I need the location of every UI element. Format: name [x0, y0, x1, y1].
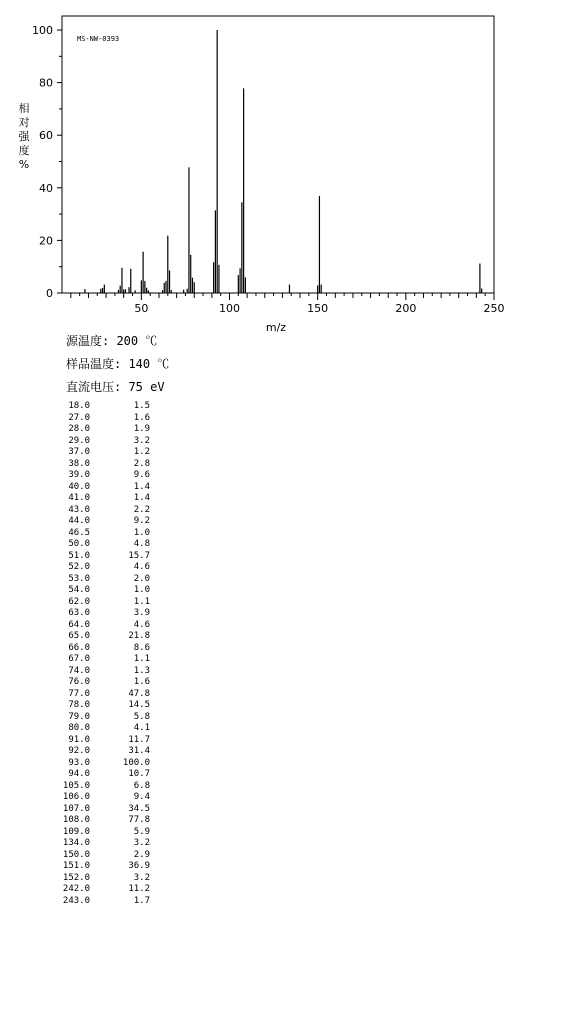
peak-abundance: 5.9	[133, 826, 150, 837]
peak-list-table	[52, 401, 150, 907]
peak-row	[52, 447, 150, 459]
y-tick-label: 100	[32, 24, 53, 37]
peak-abundance: 2.0	[133, 573, 150, 584]
peak-row	[52, 873, 150, 885]
peak-row	[52, 735, 150, 747]
peak-abundance: 21.8	[128, 631, 150, 641]
peak-mz: 108.0	[62, 815, 90, 825]
peak-abundance: 14.5	[128, 700, 150, 710]
peak-mz: 93.0	[68, 757, 90, 768]
peak-mz: 77.0	[68, 688, 90, 699]
peak-mz: 150.0	[62, 849, 90, 860]
peak-row	[52, 723, 150, 735]
peak-row	[52, 551, 150, 563]
peak-abundance: 9.2	[133, 516, 150, 526]
peak-abundance: 2.8	[133, 458, 150, 469]
peak-row	[52, 643, 150, 655]
source-temperature: 源温度: 200 ℃	[66, 334, 158, 348]
peak-mz: 106.0	[62, 792, 90, 802]
peak-mz: 63.0	[68, 608, 90, 618]
peak-mz: 29.0	[68, 435, 90, 446]
peak-abundance: 1.0	[133, 527, 150, 538]
peak-abundance: 4.1	[133, 723, 150, 733]
peak-abundance: 3.2	[133, 435, 150, 446]
peak-row	[52, 654, 150, 666]
peak-mz: 79.0	[68, 711, 90, 722]
peak-row	[52, 815, 150, 827]
peak-row	[52, 482, 150, 494]
peak-row	[52, 493, 150, 505]
peak-mz: 64.0	[68, 619, 90, 630]
x-axis-label: m/z	[265, 321, 287, 334]
peak-abundance: 10.7	[128, 769, 150, 779]
x-tick-label: 250	[483, 302, 505, 315]
sample-temperature: 样品温度: 140 ℃	[66, 357, 170, 371]
peak-abundance: 77.8	[128, 815, 150, 825]
peak-row	[52, 631, 150, 643]
peak-row	[52, 850, 150, 862]
peak-row	[52, 424, 150, 436]
peak-abundance: 11.2	[128, 884, 150, 894]
spectrum-peaks	[85, 30, 482, 293]
peak-mz: 67.0	[68, 654, 90, 664]
peak-row	[52, 677, 150, 689]
peak-abundance: 2.9	[133, 849, 150, 860]
y-tick-label: 40	[39, 181, 53, 195]
x-tick-label: 100	[219, 302, 241, 315]
mass-spectrum-chart	[0, 0, 570, 340]
peak-abundance: 3.2	[133, 872, 150, 883]
peak-mz: 243.0	[62, 895, 90, 906]
peak-abundance: 47.8	[128, 688, 150, 699]
peak-row	[52, 413, 150, 425]
plot-frame	[62, 16, 494, 293]
peak-mz: 43.0	[68, 504, 90, 515]
peak-row	[52, 597, 150, 609]
peak-mz: 41.0	[68, 493, 90, 503]
peak-mz: 91.0	[68, 734, 90, 745]
x-axis	[71, 293, 505, 315]
y-axis-label-char: %	[18, 158, 30, 171]
peak-row	[52, 746, 150, 758]
peak-row	[52, 804, 150, 816]
peak-mz: 46.5	[68, 527, 90, 538]
peak-abundance: 1.1	[133, 654, 150, 664]
y-axis-label-char: 强	[18, 130, 30, 143]
peak-row	[52, 516, 150, 528]
peak-abundance: 1.3	[133, 665, 150, 676]
peak-row	[52, 758, 150, 770]
peak-abundance: 1.4	[133, 493, 150, 503]
peak-mz: 37.0	[68, 447, 90, 457]
peak-row	[52, 838, 150, 850]
peak-row	[52, 562, 150, 574]
peak-abundance: 31.4	[128, 746, 150, 756]
peak-abundance: 9.6	[133, 470, 150, 480]
peak-abundance: 6.8	[133, 780, 150, 791]
peak-mz: 40.0	[68, 481, 90, 492]
y-axis-label-char: 度	[18, 144, 30, 157]
peak-abundance: 15.7	[128, 550, 150, 561]
peak-mz: 74.0	[68, 665, 90, 676]
peak-row	[52, 700, 150, 712]
peak-abundance: 4.6	[133, 562, 150, 572]
peak-mz: 109.0	[62, 826, 90, 837]
peak-abundance: 1.0	[133, 585, 150, 595]
peak-mz: 78.0	[68, 700, 90, 710]
peak-row	[52, 792, 150, 804]
peak-mz: 52.0	[68, 562, 90, 572]
peak-abundance: 1.1	[133, 596, 150, 607]
peak-abundance: 34.5	[128, 803, 150, 814]
peak-mz: 94.0	[68, 769, 90, 779]
peak-abundance: 4.8	[133, 539, 150, 549]
peak-row	[52, 712, 150, 724]
peak-abundance: 11.7	[128, 734, 150, 745]
peak-mz: 92.0	[68, 746, 90, 756]
peak-abundance: 3.2	[133, 838, 150, 848]
peak-row	[52, 884, 150, 896]
y-axis	[32, 24, 62, 300]
peak-abundance: 1.2	[133, 447, 150, 457]
peak-abundance: 1.6	[133, 412, 150, 423]
peak-abundance: 36.9	[128, 861, 150, 871]
peak-mz: 107.0	[62, 803, 90, 814]
peak-mz: 53.0	[68, 573, 90, 584]
y-axis-label-char: 对	[18, 116, 30, 129]
peak-mz: 39.0	[68, 470, 90, 480]
peak-row	[52, 781, 150, 793]
peak-mz: 65.0	[68, 631, 90, 641]
peak-mz: 28.0	[68, 424, 90, 434]
peak-abundance: 2.2	[133, 504, 150, 515]
peak-abundance: 9.4	[133, 792, 150, 802]
peak-abundance: 1.7	[133, 895, 150, 906]
y-tick-label: 20	[39, 234, 53, 248]
peak-mz: 76.0	[68, 677, 90, 687]
peak-abundance: 1.6	[133, 677, 150, 687]
peak-mz: 134.0	[62, 838, 90, 848]
peak-row	[52, 436, 150, 448]
peak-mz: 27.0	[68, 412, 90, 423]
y-tick-label: 60	[39, 129, 53, 143]
dc-voltage: 直流电压: 75 eV	[66, 380, 165, 394]
peak-mz: 151.0	[62, 861, 90, 871]
peak-row	[52, 528, 150, 540]
peak-mz: 105.0	[62, 780, 90, 791]
peak-row	[52, 608, 150, 620]
peak-abundance: 4.6	[133, 619, 150, 630]
y-tick-label: 80	[39, 76, 53, 90]
peak-abundance: 1.4	[133, 481, 150, 492]
peak-row	[52, 827, 150, 839]
peak-mz: 66.0	[68, 642, 90, 653]
y-axis-label-char: 相	[18, 102, 30, 115]
peak-mz: 51.0	[68, 550, 90, 561]
peak-row	[52, 689, 150, 701]
peak-abundance: 1.5	[133, 401, 150, 411]
peak-row	[52, 620, 150, 632]
peak-abundance: 5.8	[133, 711, 150, 722]
peak-abundance: 1.9	[133, 424, 150, 434]
peak-row	[52, 585, 150, 597]
peak-mz: 80.0	[68, 723, 90, 733]
peak-row	[52, 666, 150, 678]
x-tick-label: 200	[395, 302, 417, 315]
peak-row	[52, 861, 150, 873]
peak-mz: 242.0	[62, 884, 90, 894]
peak-row	[52, 574, 150, 586]
peak-row	[52, 769, 150, 781]
peak-mz: 18.0	[68, 401, 90, 411]
peak-mz: 54.0	[68, 585, 90, 595]
peak-mz: 152.0	[62, 872, 90, 883]
peak-row	[52, 896, 150, 908]
peak-row	[52, 459, 150, 471]
peak-mz: 44.0	[68, 516, 90, 526]
peak-abundance: 3.9	[133, 608, 150, 618]
spectrum-id: MS-NW-0393	[77, 35, 120, 43]
peak-row	[52, 505, 150, 517]
y-axis-label	[19, 101, 31, 171]
peak-abundance: 8.6	[133, 642, 150, 653]
y-tick-label: 0	[46, 287, 53, 300]
peak-mz: 50.0	[68, 539, 90, 549]
x-tick-label: 150	[307, 302, 329, 315]
peak-mz: 62.0	[68, 596, 90, 607]
peak-mz: 38.0	[68, 458, 90, 469]
peak-abundance: 100.0	[122, 757, 150, 768]
peak-row	[52, 539, 150, 551]
peak-row	[52, 470, 150, 482]
peak-row	[52, 401, 150, 413]
x-tick-label: 50	[134, 302, 149, 315]
